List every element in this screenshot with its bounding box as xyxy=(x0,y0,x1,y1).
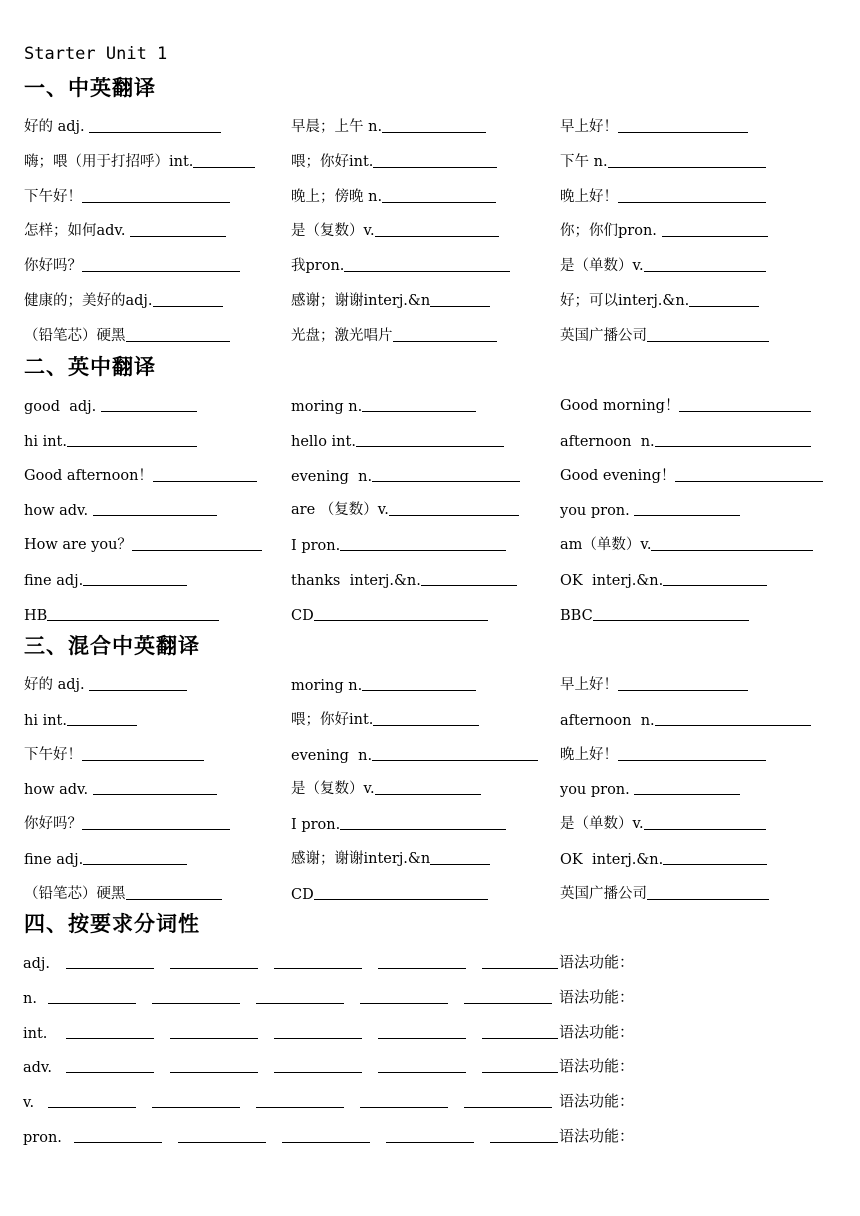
item-label: Good evening！ xyxy=(560,467,676,484)
item-label: 是（复数）v. xyxy=(291,223,375,240)
exercise-row xyxy=(0,212,860,247)
grammar-function-label: 语法功能： xyxy=(559,1126,635,1145)
answer-blank[interactable] xyxy=(170,1072,258,1073)
item-label: 早上好！ xyxy=(560,677,618,693)
answer-blank[interactable] xyxy=(66,968,154,969)
answer-blank[interactable] xyxy=(482,1072,558,1073)
section-heading-3: 三、混合中英翻译 xyxy=(24,634,200,658)
item-label: OK interj.&n. xyxy=(560,851,664,868)
item-label: you pron. xyxy=(560,503,635,520)
answer-blank[interactable] xyxy=(256,1107,344,1108)
exercise-item xyxy=(24,178,230,206)
item-label: hello int. xyxy=(291,433,356,450)
exercise-item xyxy=(291,457,520,485)
answer-blank[interactable] xyxy=(93,514,217,516)
answer-blank[interactable] xyxy=(655,724,811,726)
answer-blank[interactable] xyxy=(655,445,811,447)
item-label: 感谢；谢谢interj.&n xyxy=(291,850,431,867)
pos-row-int xyxy=(0,1014,860,1049)
item-label: （铅笔芯）硬黑 xyxy=(24,327,126,344)
answer-blank[interactable] xyxy=(153,305,223,307)
pos-label: pron. xyxy=(23,1129,62,1146)
exercise-row xyxy=(0,247,860,282)
exercise-item xyxy=(291,666,476,694)
answer-blank[interactable] xyxy=(83,584,187,586)
exercise-item xyxy=(24,770,217,798)
pos-row-pron xyxy=(0,1118,860,1153)
answer-blank[interactable] xyxy=(256,1003,344,1004)
exercise-item xyxy=(24,701,137,729)
item-label: 我pron. xyxy=(291,258,345,275)
exercise-item xyxy=(24,840,187,868)
item-label: I pron. xyxy=(291,538,341,555)
item-label: 好；可以interj.&n. xyxy=(560,292,690,309)
exercise-item xyxy=(24,282,223,310)
answer-blank[interactable] xyxy=(378,1038,466,1039)
exercise-item xyxy=(24,387,197,415)
item-label: 喂；你好int. xyxy=(291,153,374,170)
page-title: Starter Unit 1 xyxy=(24,44,168,64)
section-heading-4: 四、按要求分词性 xyxy=(24,912,200,936)
answer-blank[interactable] xyxy=(360,1107,448,1108)
answer-blank[interactable] xyxy=(378,1072,466,1073)
answer-blank[interactable] xyxy=(340,828,506,830)
exercise-item xyxy=(560,701,811,729)
answer-blank[interactable] xyxy=(130,235,226,237)
answer-blank[interactable] xyxy=(651,549,813,551)
exercise-item xyxy=(560,875,769,903)
exercise-row xyxy=(0,701,860,736)
answer-blank[interactable] xyxy=(82,270,240,272)
answer-blank[interactable] xyxy=(386,1142,474,1143)
item-label: 英国广播公司 xyxy=(560,327,647,344)
item-label: good adj. xyxy=(24,399,101,415)
answer-blank[interactable] xyxy=(66,1072,154,1073)
exercise-item xyxy=(560,387,811,415)
answer-blank[interactable] xyxy=(608,166,766,168)
item-label: 晚上；傍晚 n. xyxy=(291,188,383,205)
exercise-item xyxy=(560,282,759,310)
exercise-item xyxy=(291,701,479,729)
answer-blank[interactable] xyxy=(340,549,506,551)
exercise-item xyxy=(24,457,257,485)
item-label: moring n. xyxy=(291,399,363,415)
answer-blank[interactable] xyxy=(344,270,510,272)
answer-blank[interactable] xyxy=(89,131,221,133)
item-label: OK interj.&n. xyxy=(560,572,664,589)
exercise-item xyxy=(560,212,768,240)
answer-blank[interactable] xyxy=(132,549,262,551)
item-label: Good morning！ xyxy=(560,398,680,414)
exercise-item xyxy=(291,770,481,798)
answer-blank[interactable] xyxy=(74,1142,162,1143)
answer-blank[interactable] xyxy=(430,305,490,307)
exercise-item xyxy=(291,596,488,624)
exercise-item xyxy=(291,875,488,903)
answer-blank[interactable] xyxy=(663,584,767,586)
answer-blank[interactable] xyxy=(430,863,490,865)
answer-blank[interactable] xyxy=(618,201,766,203)
exercise-item xyxy=(560,178,766,206)
exercise-item xyxy=(560,108,748,136)
exercise-item xyxy=(560,247,766,275)
item-label: fine adj. xyxy=(24,851,84,868)
item-label: 是（单数）v. xyxy=(560,258,644,275)
answer-blank[interactable] xyxy=(644,828,766,830)
item-label: 是（单数）v. xyxy=(560,816,644,833)
item-label: 感谢；谢谢interj.&n xyxy=(291,292,431,309)
item-label: CD xyxy=(291,607,314,624)
answer-blank[interactable] xyxy=(618,689,748,691)
exercise-item xyxy=(24,491,217,519)
exercise-row xyxy=(0,561,860,596)
exercise-item xyxy=(560,596,749,624)
item-label: 嗨；喂（用于打招呼）int. xyxy=(24,153,194,170)
exercise-item xyxy=(24,143,255,171)
item-label: 早上好！ xyxy=(560,119,618,135)
answer-blank[interactable] xyxy=(382,131,486,133)
exercise-item xyxy=(560,457,823,485)
item-label: How are you？ xyxy=(24,537,132,554)
exercise-item xyxy=(560,317,769,345)
pos-label: n. xyxy=(23,990,37,1007)
answer-blank[interactable] xyxy=(372,480,520,482)
answer-blank[interactable] xyxy=(375,793,481,795)
exercise-item xyxy=(291,422,504,450)
answer-blank[interactable] xyxy=(89,689,187,691)
answer-blank[interactable] xyxy=(482,1038,558,1039)
pos-label: int. xyxy=(23,1025,48,1042)
exercise-item xyxy=(24,212,226,240)
answer-blank[interactable] xyxy=(362,410,476,412)
exercise-row xyxy=(0,666,860,701)
exercise-item xyxy=(24,247,240,275)
exercise-item xyxy=(24,422,197,450)
exercise-item xyxy=(291,561,517,589)
answer-blank[interactable] xyxy=(482,968,558,969)
answer-blank[interactable] xyxy=(662,235,768,237)
exercise-item xyxy=(291,491,519,519)
item-label: 健康的；美好的adj. xyxy=(24,292,153,309)
exercise-item xyxy=(24,108,221,136)
answer-blank[interactable] xyxy=(82,828,230,830)
answer-blank[interactable] xyxy=(647,340,769,342)
answer-blank[interactable] xyxy=(360,1003,448,1004)
grammar-function-label: 语法功能： xyxy=(559,953,635,971)
grammar-function-label: 语法功能： xyxy=(559,1022,635,1041)
exercise-row xyxy=(0,282,860,317)
item-label: 你好吗？ xyxy=(24,258,82,275)
exercise-item xyxy=(24,805,230,833)
item-label: you pron. xyxy=(560,782,635,799)
answer-blank[interactable] xyxy=(83,863,187,865)
exercise-item xyxy=(560,422,811,450)
answer-blank[interactable] xyxy=(618,759,766,761)
exercise-item xyxy=(24,561,187,589)
exercise-row xyxy=(0,143,860,178)
item-label: I pron. xyxy=(291,817,341,834)
exercise-row xyxy=(0,770,860,805)
answer-blank[interactable] xyxy=(274,1072,362,1073)
answer-blank[interactable] xyxy=(372,759,538,761)
exercise-row xyxy=(0,736,860,771)
pos-row-adj xyxy=(0,944,860,979)
grammar-function-label: 语法功能： xyxy=(559,1092,635,1111)
item-label: moring n. xyxy=(291,678,363,694)
section-4-rows xyxy=(0,944,860,1153)
answer-blank[interactable] xyxy=(373,166,497,168)
answer-blank[interactable] xyxy=(126,340,230,342)
exercise-item xyxy=(24,596,219,624)
item-label: 好的 adj. xyxy=(24,119,90,135)
answer-blank[interactable] xyxy=(356,445,504,447)
item-label: how adv. xyxy=(24,782,93,799)
answer-blank[interactable] xyxy=(152,1003,240,1004)
answer-blank[interactable] xyxy=(593,619,749,621)
item-label: （铅笔芯）硬黑 xyxy=(24,885,126,902)
exercise-item xyxy=(24,666,187,694)
exercise-item xyxy=(560,805,766,833)
item-label: 是（复数）v. xyxy=(291,781,375,798)
answer-blank[interactable] xyxy=(274,968,362,969)
exercise-item xyxy=(291,805,506,833)
exercise-item xyxy=(291,317,497,345)
item-label: 早晨；上午 n. xyxy=(291,119,383,135)
exercise-row xyxy=(0,108,860,143)
answer-blank[interactable] xyxy=(66,1038,154,1039)
answer-blank[interactable] xyxy=(382,201,496,203)
exercise-item xyxy=(291,526,506,554)
answer-blank[interactable] xyxy=(282,1142,370,1143)
answer-blank[interactable] xyxy=(393,340,497,342)
answer-blank[interactable] xyxy=(170,968,258,969)
pos-row-adv xyxy=(0,1048,860,1083)
exercise-item xyxy=(560,840,767,868)
pos-label: v. xyxy=(23,1095,35,1112)
item-label: are （复数）v. xyxy=(291,502,389,519)
item-label: hi int. xyxy=(24,433,67,450)
exercise-item xyxy=(291,143,497,171)
exercise-row xyxy=(0,457,860,492)
exercise-item xyxy=(291,108,486,136)
section-1-rows xyxy=(0,108,860,352)
item-label: Good afternoon！ xyxy=(24,467,153,484)
answer-blank[interactable] xyxy=(464,1003,552,1004)
grammar-function-label: 语法功能： xyxy=(559,987,635,1006)
exercise-row xyxy=(0,178,860,213)
item-label: 喂；你好int. xyxy=(291,711,374,728)
item-label: evening n. xyxy=(291,747,373,764)
answer-blank[interactable] xyxy=(178,1142,266,1143)
exercise-item xyxy=(560,770,740,798)
answer-blank[interactable] xyxy=(67,724,137,726)
exercise-row xyxy=(0,422,860,457)
item-label: afternoon n. xyxy=(560,433,655,450)
answer-blank[interactable] xyxy=(373,724,479,726)
exercise-item xyxy=(291,212,499,240)
item-label: 好的 adj. xyxy=(24,677,90,693)
exercise-item xyxy=(560,666,748,694)
exercise-item xyxy=(560,526,813,554)
exercise-item xyxy=(24,875,222,903)
item-label: 你；你们pron. xyxy=(560,223,662,240)
item-label: thanks interj.&n. xyxy=(291,572,421,589)
answer-blank[interactable] xyxy=(126,898,222,900)
exercise-row xyxy=(0,596,860,631)
answer-blank[interactable] xyxy=(663,863,767,865)
answer-blank[interactable] xyxy=(193,166,255,168)
section-heading-1: 一、中英翻译 xyxy=(24,76,156,100)
item-label: 晚上好！ xyxy=(560,188,618,205)
answer-blank[interactable] xyxy=(490,1142,558,1143)
answer-blank[interactable] xyxy=(634,514,740,516)
exercise-row xyxy=(0,491,860,526)
exercise-row xyxy=(0,840,860,875)
answer-blank[interactable] xyxy=(375,235,499,237)
exercise-item xyxy=(291,282,490,310)
item-label: CD xyxy=(291,886,314,903)
exercise-item xyxy=(560,143,766,171)
answer-blank[interactable] xyxy=(274,1038,362,1039)
answer-blank[interactable] xyxy=(48,1003,136,1004)
exercise-item xyxy=(291,247,510,275)
exercise-item xyxy=(291,840,490,868)
exercise-item xyxy=(24,526,262,554)
exercise-item xyxy=(291,387,476,415)
section-3-rows xyxy=(0,666,860,910)
pos-row-v xyxy=(0,1083,860,1118)
exercise-row xyxy=(0,317,860,352)
item-label: 晚上好！ xyxy=(560,746,618,763)
answer-blank[interactable] xyxy=(82,201,230,203)
item-label: 怎样；如何adv. xyxy=(24,223,131,240)
section-heading-2: 二、英中翻译 xyxy=(24,355,156,379)
item-label: 你好吗？ xyxy=(24,816,82,833)
grammar-function-label: 语法功能： xyxy=(559,1057,635,1076)
answer-blank[interactable] xyxy=(378,968,466,969)
item-label: afternoon n. xyxy=(560,712,655,729)
exercise-item xyxy=(291,736,538,764)
exercise-item xyxy=(24,317,230,345)
exercise-item xyxy=(560,561,767,589)
answer-blank[interactable] xyxy=(689,305,759,307)
answer-blank[interactable] xyxy=(389,514,519,516)
answer-blank[interactable] xyxy=(421,584,517,586)
exercise-item xyxy=(560,491,740,519)
item-label: 英国广播公司 xyxy=(560,885,647,902)
answer-blank[interactable] xyxy=(101,410,197,412)
item-label: BBC xyxy=(560,607,593,624)
answer-blank[interactable] xyxy=(153,480,257,482)
exercise-item xyxy=(24,736,204,764)
answer-blank[interactable] xyxy=(47,619,219,621)
answer-blank[interactable] xyxy=(634,793,740,795)
item-label: 下午 n. xyxy=(560,153,608,170)
pos-label: adv. xyxy=(23,1060,53,1077)
pos-row-n xyxy=(0,979,860,1014)
section-2-rows xyxy=(0,387,860,631)
answer-blank[interactable] xyxy=(644,270,766,272)
answer-blank[interactable] xyxy=(93,793,217,795)
answer-blank[interactable] xyxy=(647,898,769,900)
pos-label: adj. xyxy=(23,956,51,972)
answer-blank[interactable] xyxy=(314,898,488,900)
item-label: am（单数）v. xyxy=(560,537,652,554)
item-label: 下午好！ xyxy=(24,188,82,205)
exercise-row xyxy=(0,805,860,840)
item-label: HB xyxy=(24,607,48,624)
answer-blank[interactable] xyxy=(679,410,811,412)
exercise-item xyxy=(291,178,496,206)
answer-blank[interactable] xyxy=(618,131,748,133)
exercise-row xyxy=(0,526,860,561)
answer-blank[interactable] xyxy=(82,759,204,761)
answer-blank[interactable] xyxy=(362,689,476,691)
item-label: hi int. xyxy=(24,712,67,729)
item-label: how adv. xyxy=(24,503,93,520)
answer-blank[interactable] xyxy=(464,1107,552,1108)
exercise-row xyxy=(0,387,860,422)
answer-blank[interactable] xyxy=(675,480,823,482)
answer-blank[interactable] xyxy=(48,1107,136,1108)
answer-blank[interactable] xyxy=(67,445,197,447)
item-label: 下午好！ xyxy=(24,746,82,763)
exercise-item xyxy=(560,736,766,764)
item-label: 光盘；激光唱片 xyxy=(291,327,393,344)
answer-blank[interactable] xyxy=(152,1107,240,1108)
exercise-row xyxy=(0,875,860,910)
item-label: fine adj. xyxy=(24,572,84,589)
item-label: evening n. xyxy=(291,468,373,485)
answer-blank[interactable] xyxy=(314,619,488,621)
answer-blank[interactable] xyxy=(170,1038,258,1039)
